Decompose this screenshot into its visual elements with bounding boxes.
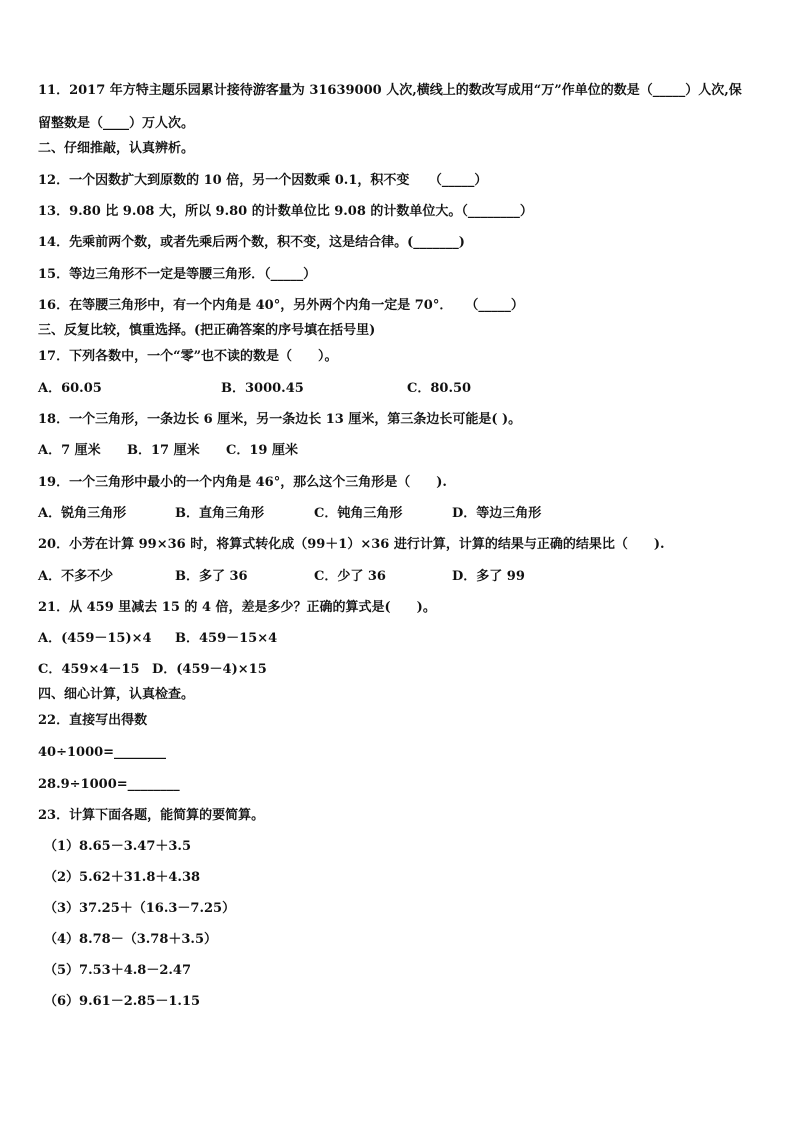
question-20-stem: 20．小芳在计算 99×36 时，将算式转化成（99＋1）×36 进行计算，计算的结果与正确的结果比（ ). bbox=[38, 537, 665, 552]
question-19-option-b: B．直角三角形 bbox=[175, 506, 264, 521]
question-20-option-b: B．多了 36 bbox=[175, 569, 248, 584]
question-16: 16．在等腰三角形中，有一个内角是 40°，另外两个内角一定是 70°． （_____） bbox=[38, 298, 524, 313]
question-20-option-c: C．少了 36 bbox=[314, 569, 386, 584]
question-13: 13．9.80 比 9.08 大，所以 9.80 的计数单位比 9.08 的计数单位大。（________） bbox=[38, 204, 533, 219]
question-17-option-c: C．80.50 bbox=[407, 381, 472, 396]
question-19-stem: 19．一个三角形中最小的一个内角是 46°，那么这个三角形是（ ). bbox=[38, 475, 447, 490]
question-18-option-c: C．19 厘米 bbox=[226, 443, 298, 458]
question-21-stem: 21．从 459 里减去 15 的 4 倍，差是多少？正确的算式是( )。 bbox=[38, 600, 436, 615]
question-15: 15．等边三角形不一定是等腰三角形．（_____） bbox=[38, 267, 317, 282]
question-19-option-d: D．等边三角形 bbox=[452, 506, 542, 521]
question-19-option-a: A．锐角三角形 bbox=[38, 506, 127, 521]
question-23-item-2: （2）5.62＋31.8＋4.38 bbox=[44, 870, 201, 885]
question-19-option-c: C．钝角三角形 bbox=[314, 506, 403, 521]
question-17-option-b: B．3000.45 bbox=[221, 381, 304, 396]
question-23-item-1: （1）8.65－3.47＋3.5 bbox=[44, 839, 191, 854]
question-21-option-d: D．(459－4)×15 bbox=[152, 662, 267, 677]
question-12: 12．一个因数扩大到原数的 10 倍，另一个因数乘 0.1，积不变 （_____） bbox=[38, 173, 488, 188]
question-23-item-3: （3）37.25＋（16.3－7.25） bbox=[44, 901, 236, 916]
question-11-line-2: 留整数是（____）万人次。 bbox=[38, 116, 195, 131]
question-20-option-a: A．不多不少 bbox=[38, 569, 114, 584]
question-14: 14．先乘前两个数，或者先乘后两个数，积不变，这是结合律。(_______) bbox=[38, 235, 465, 250]
question-18-option-a: A．7 厘米 bbox=[38, 443, 101, 458]
question-23-stem: 23．计算下面各题，能简算的要简算。 bbox=[38, 808, 265, 823]
question-17-stem: 17．下列各数中，一个“零”也不读的数是（ ）。 bbox=[38, 349, 338, 364]
question-22-expression-1: 40÷1000=________ bbox=[38, 745, 167, 760]
section-2-heading: 二、仔细推敲，认真辨析。 bbox=[38, 141, 195, 156]
question-11-line-1: 11．2017 年方特主题乐园累计接待游客量为 31639000 人次,横线上的数改写成用“万”作单位的数是（_____）人次,保 bbox=[38, 83, 742, 98]
question-18-option-b: B．17 厘米 bbox=[127, 443, 200, 458]
question-23-item-4: （4）8.78－（3.78＋3.5） bbox=[44, 932, 217, 947]
question-18-stem: 18．一个三角形，一条边长 6 厘米，另一条边长 13 厘米，第三条边长可能是( )。 bbox=[38, 412, 522, 427]
question-22-expression-2: 28.9÷1000=________ bbox=[38, 777, 180, 792]
section-4-heading: 四、细心计算，认真检查。 bbox=[38, 687, 195, 702]
question-23-item-6: （6）9.61－2.85－1.15 bbox=[44, 994, 201, 1009]
question-23-item-5: （5）7.53＋4.8－2.47 bbox=[44, 963, 191, 978]
section-3-heading: 三、反复比较，慎重选择。(把正确答案的序号填在括号里) bbox=[38, 323, 376, 338]
question-21-option-b: B．459－15×4 bbox=[175, 631, 278, 646]
question-20-option-d: D．多了 99 bbox=[452, 569, 525, 584]
question-22-stem: 22．直接写出得数 bbox=[38, 713, 148, 728]
question-17-option-a: A．60.05 bbox=[38, 381, 102, 396]
question-21-option-c: C．459×4－15 bbox=[38, 662, 140, 677]
question-21-option-a: A．(459－15)×4 bbox=[38, 631, 152, 646]
